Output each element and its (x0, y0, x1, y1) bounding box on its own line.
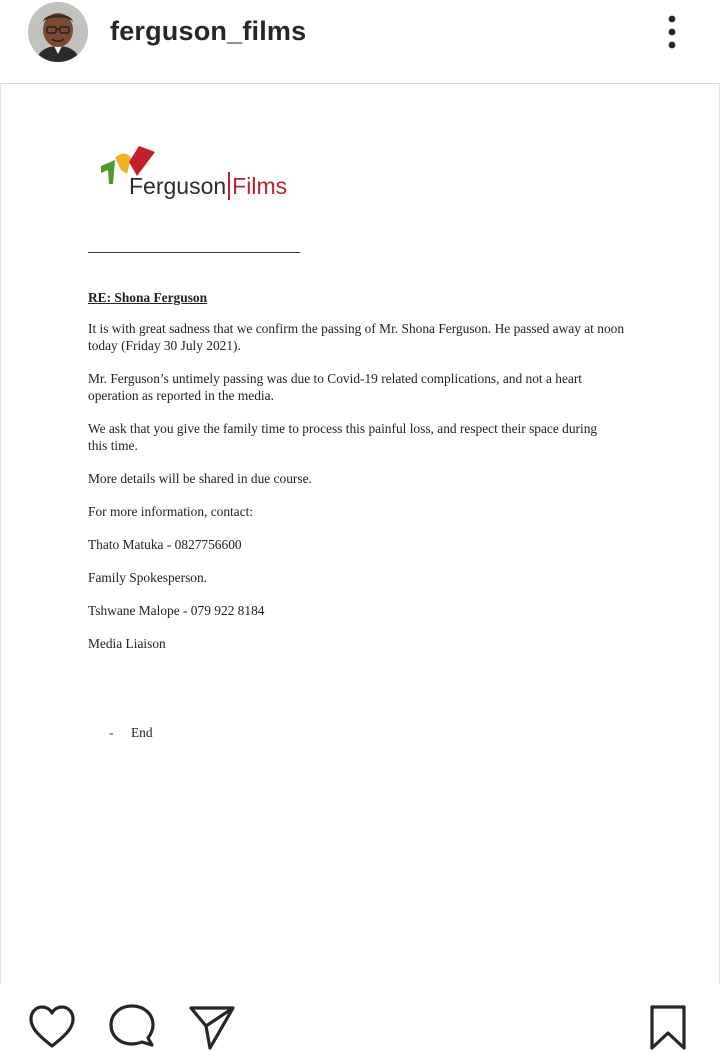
contact-line: Thato Matuka - 0827756600 (88, 537, 242, 552)
like-button[interactable] (28, 1004, 78, 1054)
end-dash: - (109, 725, 114, 740)
logo-divider (228, 172, 230, 200)
logo-wordmark (129, 172, 287, 200)
save-button[interactable] (648, 1004, 698, 1054)
more-vertical-icon (656, 12, 688, 54)
logo-suffix: Films (232, 173, 288, 199)
post-header (0, 0, 720, 84)
statement-paragraph: It is with great sadness that we confirm the passing of Mr. Shona Ferguson. He passed away at noon today (Friday 30 July 2021). (88, 321, 625, 353)
statement-paragraph: Mr. Ferguson’s untimely passing was due to Covid-19 related complications, and not a heart operation as reported in the media. (88, 371, 583, 403)
send-icon (188, 1004, 238, 1054)
more-options-button[interactable] (656, 12, 688, 54)
comment-icon (108, 1004, 158, 1054)
avatar-image (28, 2, 88, 62)
post-actions-bar (0, 984, 720, 1046)
logo-brand: Ferguson (129, 173, 227, 199)
share-button[interactable] (188, 1004, 238, 1054)
profile-avatar[interactable] (28, 2, 88, 62)
end-marker (109, 725, 153, 741)
post-image[interactable] (0, 84, 720, 984)
end-text: End (131, 725, 153, 740)
heart-icon (28, 1004, 78, 1054)
contact-role: Media Liaison (88, 636, 166, 651)
statement-subject: RE: Shona Ferguson (88, 290, 208, 305)
comment-button[interactable] (108, 1004, 158, 1054)
statement-paragraph: For more information, contact: (88, 504, 254, 519)
statement-paragraph: More details will be shared in due course. (88, 471, 312, 486)
contact-role: Family Spokesperson. (88, 570, 208, 585)
signature-line (88, 252, 300, 253)
bookmark-icon (648, 1004, 698, 1054)
contact-line: Tshwane Malope - 079 922 8184 (88, 603, 265, 618)
username[interactable]: ferguson_films (110, 16, 307, 46)
statement-body (88, 289, 648, 652)
statement-paragraph: We ask that you give the family time to process this painful loss, and respect their space during this time. (88, 421, 598, 453)
